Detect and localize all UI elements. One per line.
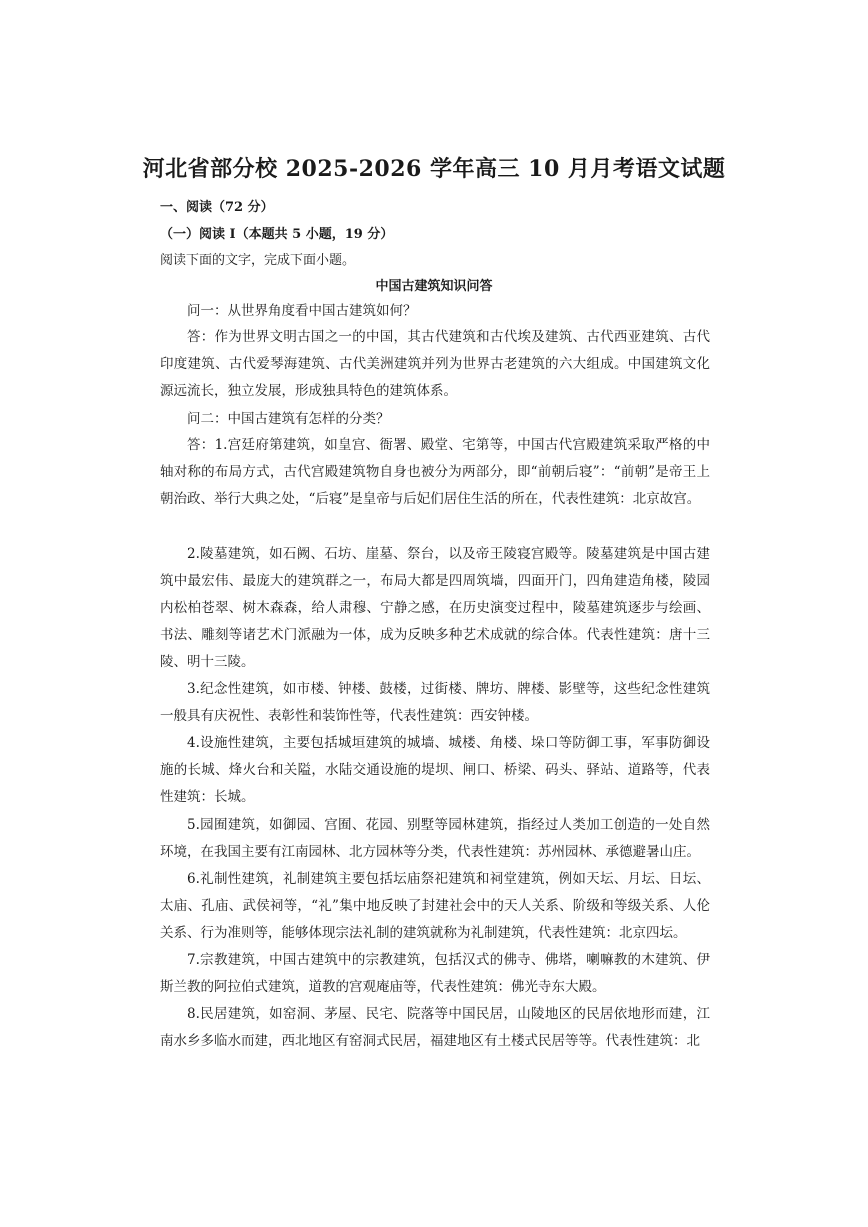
answer-2-item-2: 2.陵墓建筑，如石阙、石坊、崖墓、祭台，以及帝王陵寝宫殿等。陵墓建筑是中国古建筑中最宏伟、最庞大的建筑群之一，布局大都是四周筑墙，四面开门，四角建造角楼，陵园内松柏苍翠、树木森森，给人肃穆、宁静之感，在历史演变过程中，陵墓建筑逐步与绘画、书法、雕刻等诸艺术门派融为一体，成为反映多种艺术成就的综合体。代表性建筑：唐十三陵、明十三陵。 [160,546,710,670]
question-2: 问二：中国古建筑有怎样的分类？ [187,411,390,427]
section-heading: 一、阅读（72 分） [160,200,274,215]
answer-2-item-3: 3.纪念性建筑，如市楼、钟楼、鼓楼，过街楼、牌坊、牌楼、影壁等，这些纪念性建筑一般具有庆祝性、表彰性和装饰性等，代表性建筑：西安钟楼。 [160,681,710,724]
answer-2-item-7: 7.宗教建筑，中国古建筑中的宗教建筑，包括汉式的佛寺、佛塔，喇嘛教的木建筑、伊斯兰教的阿拉伯式建筑，道教的宫观庵庙等，代表性建筑：佛光寺东大殿。 [160,952,710,995]
answer-1: 答：作为世界文明古国之一的中国，其古代建筑和古代埃及建筑、古代西亚建筑、古代印度建筑、古代爱琴海建筑、古代美洲建筑并列为世界古老建筑的六大组成。中国建筑文化源远流长，独立发展，形成独具特色的建筑体系。 [160,329,710,399]
question-1: 问一：从世界角度看中国古建筑如何？ [187,303,417,319]
instruction-text: 阅读下面的文字，完成下面小题。 [160,253,356,268]
answer-2-item-4: 4.设施性建筑，主要包括城垣建筑的城墙、城楼、角楼、垛口等防御工事，军事防御设施的长城、烽火台和关隘，水陆交通设施的堤坝、闸口、桥梁、码头、驿站、道路等，代表性建筑：长城。 [160,735,710,805]
article-title: 中国古建筑知识问答 [375,279,493,294]
answer-2-item-5: 5.园囿建筑，如御园、宫囿、花园、别墅等园林建筑，指经过人类加工创造的一处自然环境，在我国主要有江南园林、北方园林等分类，代表性建筑：苏州园林、承德避暑山庄。 [160,817,710,860]
page-title: 河北省部分校 2025-2026 学年高三 10 月月考语文试题 [142,156,726,182]
answer-2-item-6: 6.礼制性建筑，礼制建筑主要包括坛庙祭祀建筑和祠堂建筑，例如天坛、月坛、日坛、太庙、孔庙、武侯祠等，“礼”集中地反映了封建社会中的天人关系、阶级和等级关系、人伦关系、行为准则等，能够体现宗法礼制的建筑就称为礼制建筑，代表性建筑：北京四坛。 [160,871,710,941]
subsection-heading: （一）阅读 I（本题共 5 小题，19 分） [160,227,394,242]
answer-2-item-1: 答：1.宫廷府第建筑，如皇宫、衙署、殿堂、宅第等，中国古代宫殿建筑采取严格的中轴对称的布局方式，古代宫殿建筑物自身也被分为两部分，即“前朝后寝”：“前朝”是帝王上朝治政、举行大典之处，“后寝”是皇帝与后妃们居住生活的所在，代表性建筑：北京故宫。 [160,437,710,507]
answer-2-item-8: 8.民居建筑，如窑洞、茅屋、民宅、院落等中国民居，山陵地区的民居依地形而建，江南水乡多临水而建，西北地区有窑洞式民居，福建地区有土楼式民居等等。代表性建筑：北 [160,1006,710,1049]
